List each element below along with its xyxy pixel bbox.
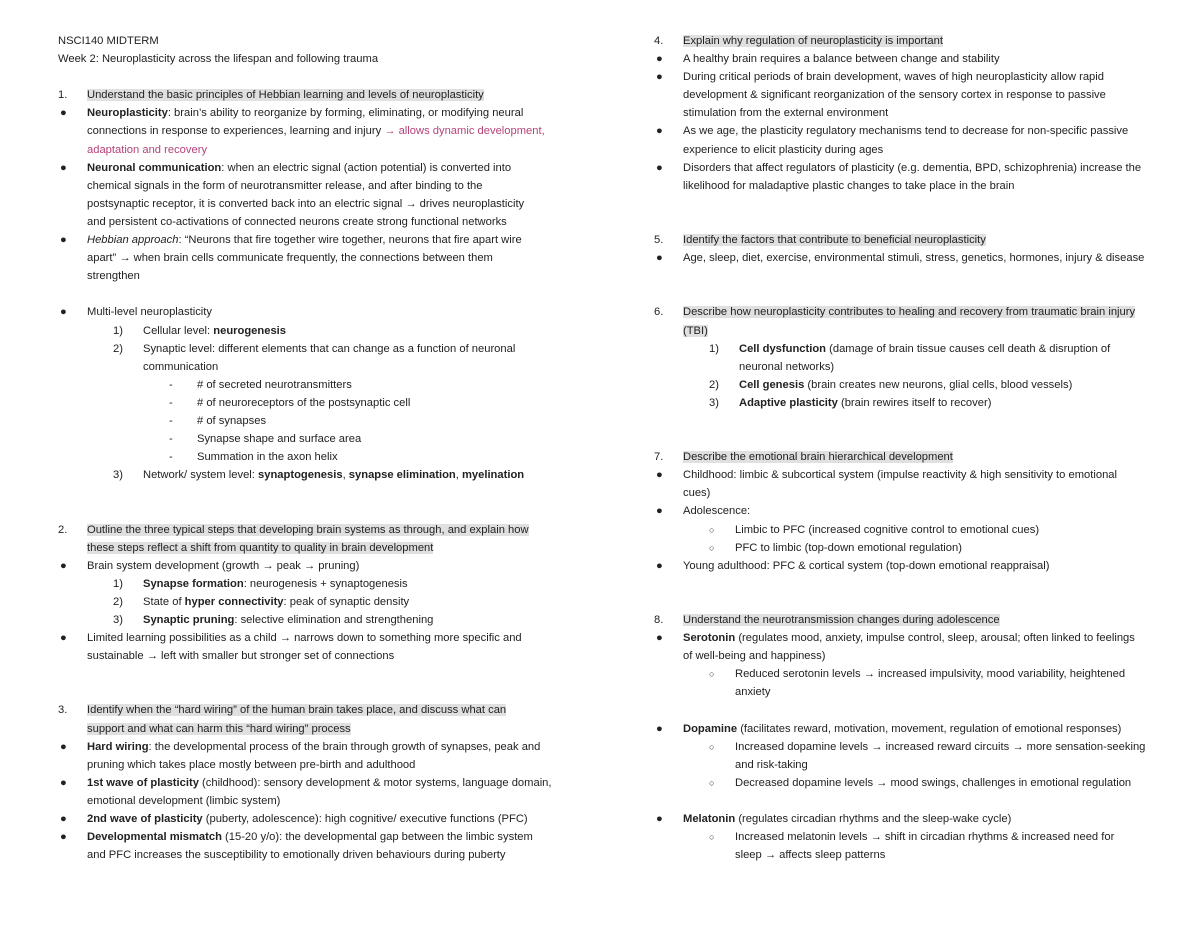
list-item: 3) Synaptic pruning: selective elimination and strengthening [113,614,434,626]
list-item: ● Age, sleep, diet, exercise, environmental stimuli, stress, genetics, hormones, injury & disease [656,252,1145,265]
document-subtitle: Week 2: Neuroplasticity across the lifespan and following trauma [58,53,379,66]
list-item: ● During critical periods of brain development, waves of high neuroplasticity allow rapid development & significant reorganization of the sensory cortex in response to passive stimulation from the external environment [656,71,1106,120]
list-item: - # of synapses [169,414,267,427]
list-item: 1) Cell dysfunction (damage of brain tissue causes cell death & disruption of neuronal networks) [709,342,1111,373]
question-3-heading: 3. Identify when the “hard wiring” of the human brain takes place, and discuss what can support and what can harm this “hard wiring” process [58,704,507,735]
list-item: ● Melatonin (regulates circadian rhythms and the sleep-wake cycle) [656,813,1012,826]
list-item: ● Limited learning possibilities as a child → narrows down to something more specific and sustainable → left with smaller but stronger set of connections [60,632,522,663]
question-6-heading: 6. Describe how neuroplasticity contributes to healing and recovery from traumatic brain injury (TBI) [654,306,1136,337]
list-item: ○ Increased melatonin levels → shift in circadian rhythms & increased need for sleep → affects sleep patterns [709,831,1115,862]
list-item: - Synapse shape and surface area [169,433,362,446]
list-item: 3) Adaptive plasticity (brain rewires itself to recover) [709,396,992,409]
right-column [654,32,1174,864]
question-8-heading: 8. Understand the neurotransmission changes during adolescence [654,614,1000,626]
question-5-heading: 5. Identify the factors that contribute to beneficial neuroplasticity [654,234,986,247]
list-item: ○ Reduced serotonin levels → increased impulsivity, mood variability, heightened anxiety [709,668,1126,699]
list-item: ● 2nd wave of plasticity (puberty, adolescence): high cognitive/ executive functions (PFC) [60,813,528,826]
question-1-heading: 1. Understand the basic principles of Hebbian learning and levels of neuroplasticity [58,89,484,102]
list-item: ● Neuroplasticity: brain’s ability to reorganize by forming, eliminating, or modifying neural connections in response to experiences, learning and injury → allows dynamic development, adaptation and recovery [60,107,545,156]
list-item: ● Childhood: limbic & subcortical system (impulse reactivity & high sensitivity to emotional cues) [656,469,1117,500]
list-item: 3) Network/ system level: synaptogenesis, synapse elimination, myelination [113,469,525,482]
list-item: ● Hebbian approach: “Neurons that fire together wire together, neurons that fire apart wire apart” → when brain cells communicate frequently, the connections between them strengthen [60,234,522,283]
list-item: ● Adolescence: [656,505,751,518]
list-item: ○ Increased dopamine levels → increased reward circuits → more sensation-seeking and risk-taking [709,740,1146,771]
list-item: ● Brain system development (growth → peak → pruning) [60,559,360,572]
list-item: ● Neuronal communication: when an electric signal (action potential) is converted into chemical signals in the form of neurotransmitter release, and after binding to the postsynaptic receptor, it is converted back into an electric signal → drives neuroplasticity and persistent co-activations of connected neurons create strong functional networks [60,161,525,228]
document-title: NSCI140 MIDTERM [58,35,159,47]
list-item: ○ PFC to limbic (top-down emotional regulation) [709,541,962,554]
list-item: 2) Synaptic level: different elements that can change as a function of neuronal communication [113,342,516,373]
list-item: 1) Cellular level: neurogenesis [113,324,287,337]
list-item: ● Young adulthood: PFC & cortical system (top-down emotional reappraisal) [656,559,1050,572]
list-item: - Summation in the axon helix [169,451,338,464]
question-2-heading: 2. Outline the three typical steps that developing brain systems as through, and explain how these steps reflect a shift from quantity to quality in brain development [58,523,529,554]
list-item: ● Hard wiring: the developmental process of the brain through growth of synapses, peak and pruning which takes place mostly between pre-birth and adulthood [60,740,541,771]
list-item: 2) State of hyper connectivity: peak of synaptic density [113,595,410,608]
list-item: ○ Limbic to PFC (increased cognitive control to emotional cues) [709,523,1040,536]
list-item: ● A healthy brain requires a balance between change and stability [656,53,1000,66]
list-item: ● 1st wave of plasticity (childhood): sensory development & motor systems, language domain, emotional development (limbic system) [60,776,552,807]
list-item: ● Dopamine (facilitates reward, motivation, movement, regulation of emotional responses) [656,722,1122,735]
list-item: - # of secreted neurotransmitters [169,378,352,391]
list-item: - # of neuroreceptors of the postsynaptic cell [169,396,411,409]
list-item: 2) Cell genesis (brain creates new neurons, glial cells, blood vessels) [709,378,1073,391]
list-item: ● Serotonin (regulates mood, anxiety, impulse control, sleep, arousal; often linked to feelings of well-being and happiness) [656,632,1135,663]
list-item: ● Developmental mismatch (15-20 y/o): the developmental gap between the limbic system and PFC increases the susceptibility to emotionally driven behaviours during puberty [60,831,533,862]
question-7-heading: 7. Describe the emotional brain hierarchical development [654,451,953,464]
list-item: 1) Synapse formation: neurogenesis + synaptogenesis [113,577,408,590]
left-column [58,32,603,864]
list-item: ● As we age, the plasticity regulatory mechanisms tend to decrease for non-specific passive experience to elicit plasticity during ages [656,125,1129,156]
list-item: ○ Decreased dopamine levels → mood swings, challenges in emotional regulation [709,776,1132,789]
list-item: ● Multi-level neuroplasticity [60,306,212,319]
question-4-heading: 4. Explain why regulation of neuroplasticity is important [654,35,943,47]
list-item: ● Disorders that affect regulators of plasticity (e.g. dementia, BPD, schizophrenia) increase the likelihood for maladaptive plastic changes to take place in the brain [656,161,1142,192]
